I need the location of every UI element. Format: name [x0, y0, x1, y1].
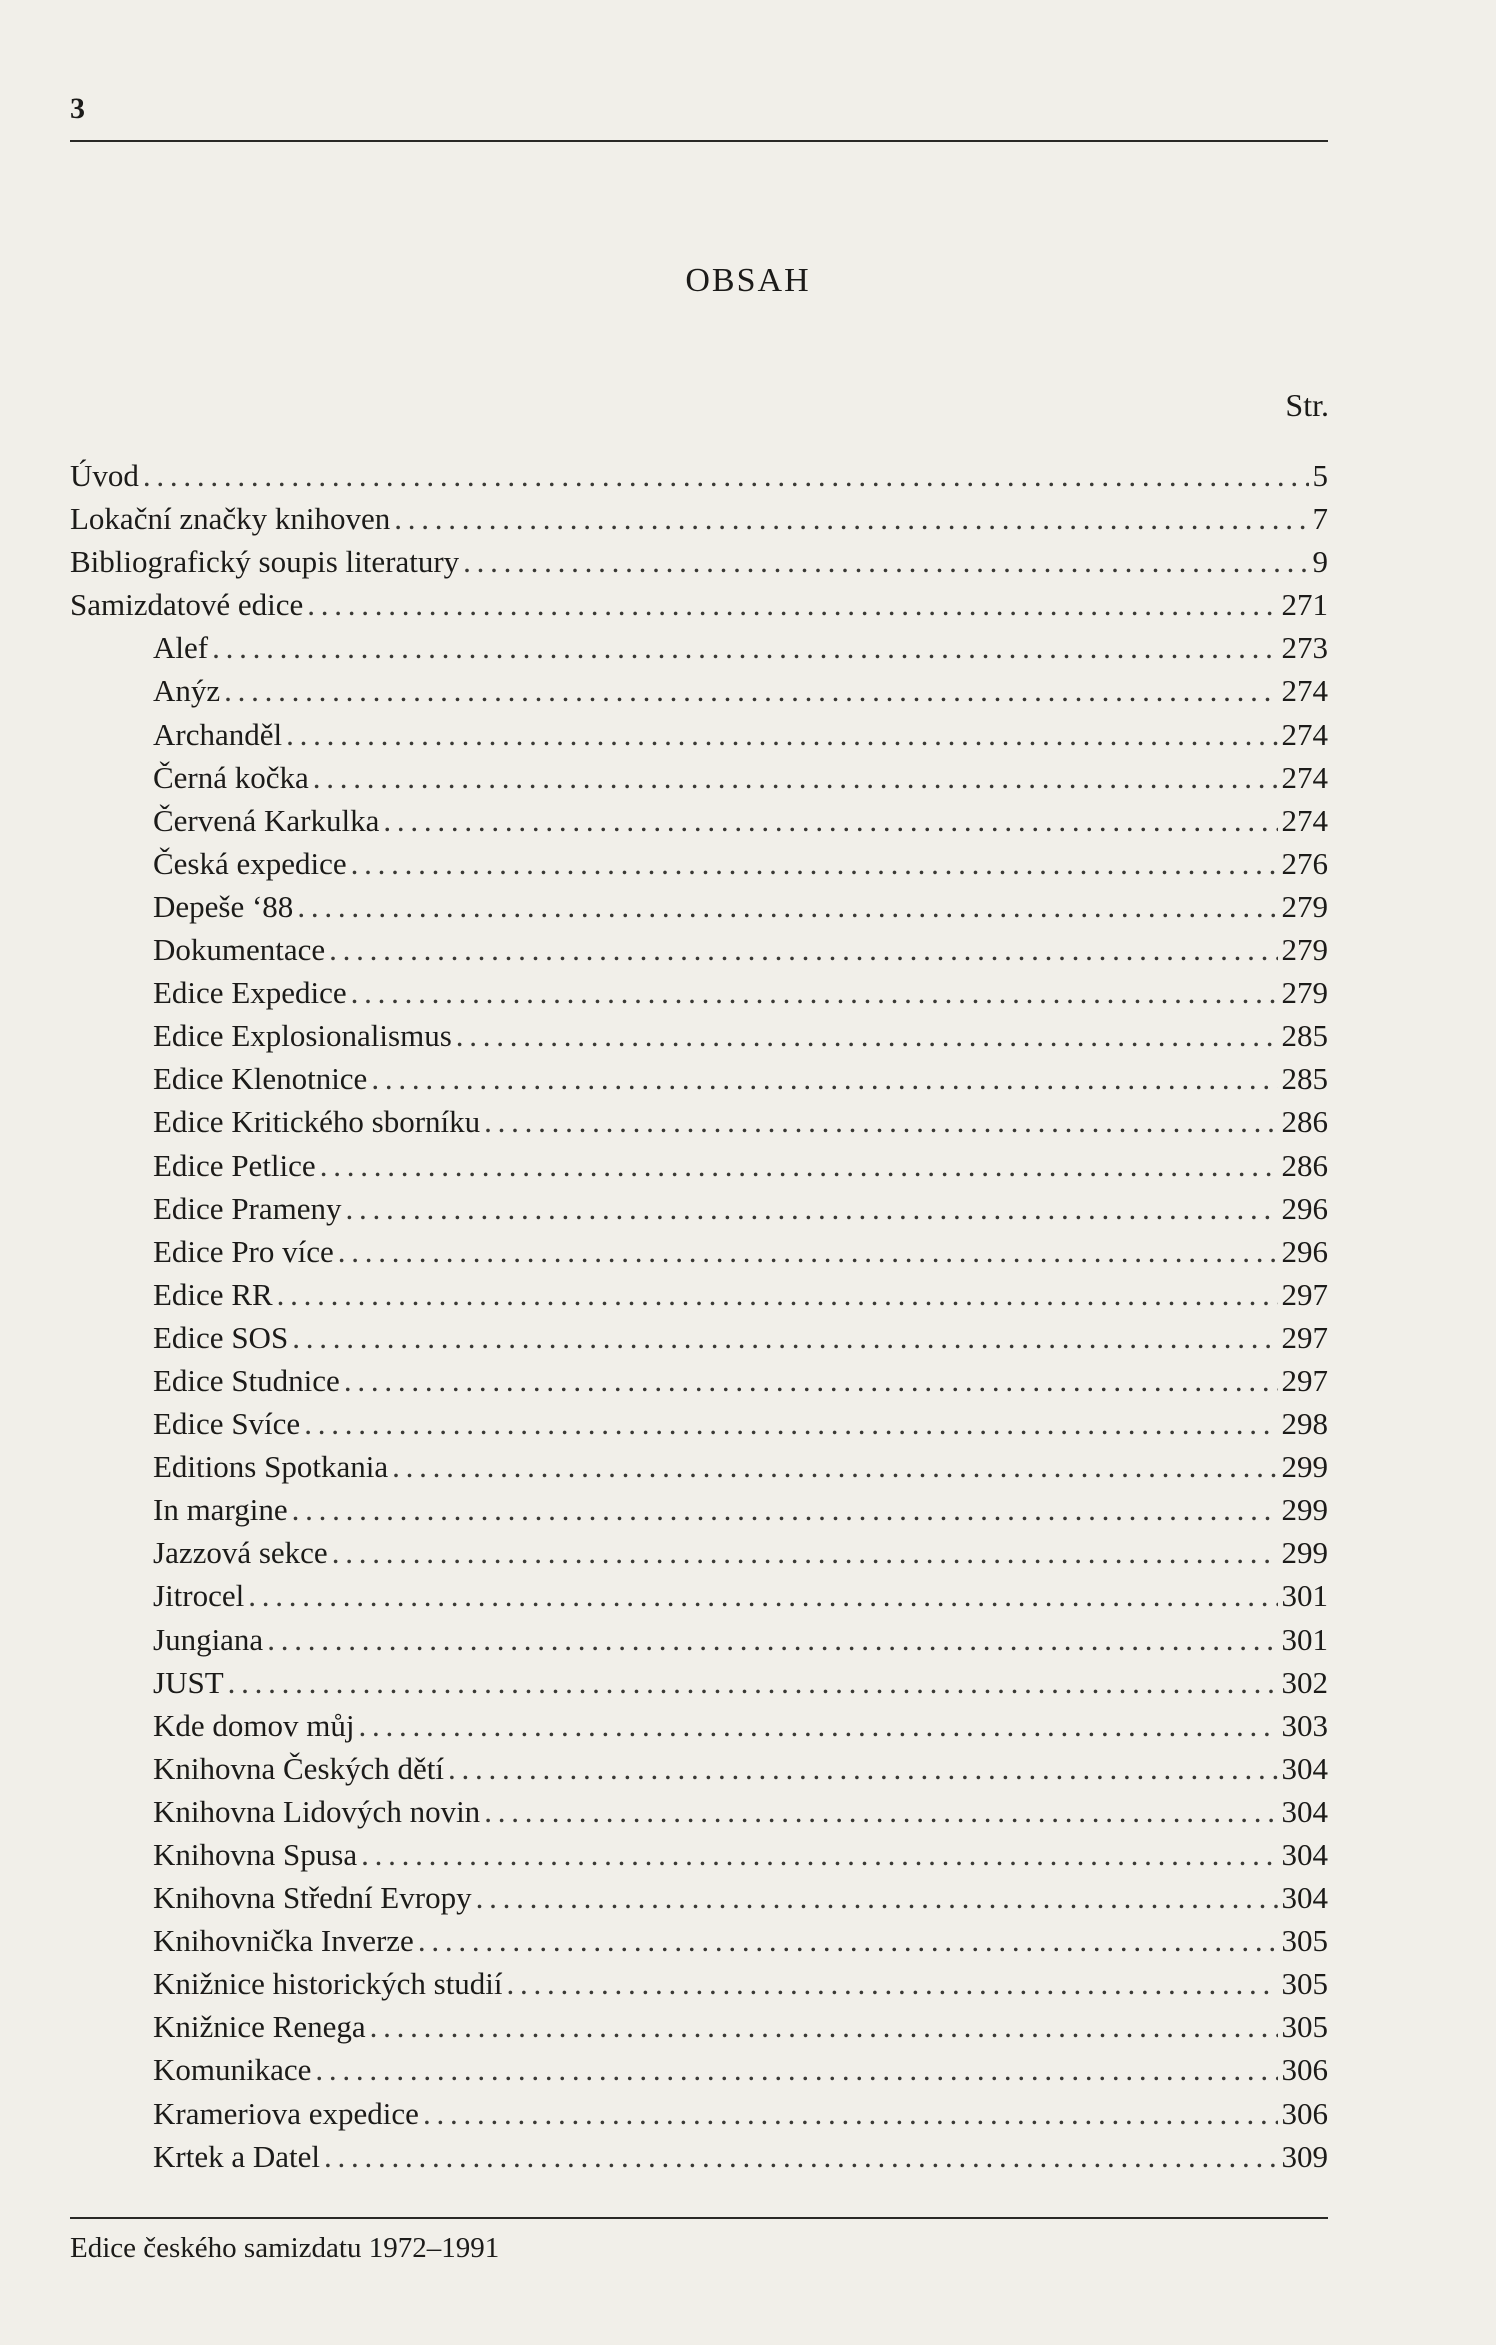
toc-entry-page: 279: [1281, 888, 1328, 924]
toc-dot-leader: [418, 1919, 1278, 1962]
toc-entry-title: Červená Karkulka: [153, 802, 380, 838]
toc-entry-title: Samizdatové edice: [70, 587, 304, 623]
toc-dot-leader: [344, 1359, 1278, 1402]
toc-entry-page: 274: [1281, 673, 1328, 709]
toc-entry: [70, 1402, 1328, 1445]
toc-entry-title: Edice Expedice: [153, 975, 347, 1011]
toc-dot-leader: [313, 756, 1278, 799]
toc-entry-page: 299: [1281, 1492, 1328, 1528]
toc-entry-page: 271: [1281, 587, 1328, 623]
toc-entry: [70, 1100, 1328, 1143]
toc-dot-leader: [476, 1876, 1278, 1919]
toc-entry-title: Jazzová sekce: [153, 1535, 328, 1571]
toc-entry-page: 5: [1312, 458, 1328, 493]
toc-dot-leader: [361, 1833, 1277, 1876]
toc-entry: [70, 1445, 1328, 1488]
toc-entry-title: Komunikace: [153, 2052, 312, 2088]
toc-entry-title: Krameriova expedice: [153, 2095, 419, 2131]
toc-entry: [70, 1273, 1328, 1316]
toc-entry-title: Edice Pro více: [153, 1233, 334, 1269]
toc-dot-leader: [329, 928, 1277, 971]
toc-entry-page: 299: [1281, 1535, 1328, 1571]
toc-entry-page: 279: [1281, 932, 1328, 968]
toc-entry: [70, 2092, 1328, 2135]
toc-entry: [70, 1488, 1328, 1531]
toc-dot-leader: [286, 713, 1277, 756]
toc-entry-title: Edice Svíce: [153, 1406, 301, 1442]
toc-entry: [70, 1187, 1328, 1230]
table-of-contents: [70, 454, 1328, 2178]
toc-dot-leader: [370, 2005, 1278, 2048]
toc-dot-leader: [456, 1014, 1278, 1057]
toc-dot-leader: [351, 842, 1278, 885]
toc-dot-leader: [463, 540, 1308, 583]
toc-entry-page: 274: [1281, 759, 1328, 795]
toc-entry-page: 276: [1281, 845, 1328, 881]
toc-entry-title: Edice Klenotnice: [153, 1061, 368, 1097]
toc-entry: [70, 1747, 1328, 1790]
toc-entry-title: Edice Explosionalismus: [153, 1018, 452, 1054]
toc-entry-title: Kde domov můj: [153, 1707, 355, 1743]
toc-entry-title: Krtek a Datel: [153, 2138, 320, 2174]
toc-entry-page: 305: [1281, 1966, 1328, 2002]
toc-entry-page: 7: [1312, 501, 1328, 537]
header-rule: [70, 140, 1328, 142]
toc-entry-title: Knihovnička Inverze: [153, 1923, 414, 1959]
toc-entry-title: Knižnice Renega: [153, 2009, 366, 2045]
toc-entry: [70, 2048, 1328, 2091]
toc-entry-title: Dokumentace: [153, 932, 326, 968]
toc-entry: [70, 928, 1328, 971]
toc-entry-page: 297: [1281, 1362, 1328, 1398]
toc-entry-title: Černá kočka: [153, 759, 309, 795]
toc-entry-page: 298: [1281, 1406, 1328, 1442]
toc-entry-page: 304: [1281, 1750, 1328, 1786]
toc-entry-page: 286: [1281, 1104, 1328, 1140]
toc-entry-title: Lokační značky knihoven: [70, 501, 391, 537]
page-column-label: Str.: [1285, 387, 1329, 423]
toc-entry: [70, 454, 1328, 497]
toc-entry-page: 309: [1281, 2138, 1328, 2174]
toc-entry-title: In margine: [153, 1492, 288, 1528]
footer-title: Edice českého samizdatu 1972–1991: [70, 2232, 500, 2264]
toc-entry-page: 304: [1281, 1793, 1328, 1829]
toc-entry: [70, 1876, 1328, 1919]
toc-entry: [70, 1962, 1328, 2005]
toc-entry: [70, 1833, 1328, 1876]
toc-entry: [70, 1230, 1328, 1273]
toc-dot-leader: [394, 497, 1308, 540]
page-title: OBSAH: [685, 262, 811, 299]
toc-entry: [70, 713, 1328, 756]
toc-entry: [70, 756, 1328, 799]
toc-dot-leader: [307, 583, 1277, 626]
toc-entry-title: Alef: [153, 630, 209, 666]
toc-entry-title: Knihovna Lidových novin: [153, 1793, 481, 1829]
toc-entry-page: 305: [1281, 2009, 1328, 2045]
toc-dot-leader: [292, 1316, 1277, 1359]
toc-entry: [70, 885, 1328, 928]
toc-entry-title: Knihovna Českých dětí: [153, 1750, 445, 1786]
toc-entry: [70, 1057, 1328, 1100]
toc-dot-leader: [267, 1618, 1277, 1661]
toc-dot-leader: [484, 1790, 1277, 1833]
toc-entry-title: Edice Prameny: [153, 1190, 342, 1226]
toc-entry-title: JUST: [153, 1664, 224, 1700]
toc-entry: [70, 669, 1328, 712]
toc-entry-title: Jungiana: [153, 1621, 264, 1657]
toc-entry: [70, 540, 1328, 583]
toc-entry-page: 303: [1281, 1707, 1328, 1743]
toc-entry: [70, 1144, 1328, 1187]
toc-dot-leader: [371, 1057, 1277, 1100]
toc-dot-leader: [392, 1445, 1277, 1488]
toc-dot-leader: [423, 2092, 1278, 2135]
toc-entry-title: Knižnice historických studií: [153, 1966, 503, 2002]
page-number: 3: [70, 92, 85, 125]
toc-entry: [70, 799, 1328, 842]
toc-entry-title: Bibliografický soupis literatury: [70, 544, 460, 580]
toc-entry-title: Knihovna Střední Evropy: [153, 1880, 472, 1916]
toc-entry-page: 306: [1281, 2095, 1328, 2131]
toc-entry-page: 274: [1281, 802, 1328, 838]
toc-entry-page: 296: [1281, 1190, 1328, 1226]
toc-dot-leader: [315, 2048, 1277, 2091]
toc-entry: [70, 1316, 1328, 1359]
toc-dot-leader: [304, 1402, 1277, 1445]
toc-entry: [70, 1014, 1328, 1057]
toc-dot-leader: [320, 1144, 1278, 1187]
toc-dot-leader: [224, 669, 1277, 712]
toc-entry-title: Editions Spotkania: [153, 1449, 389, 1485]
toc-entry-page: 279: [1281, 975, 1328, 1011]
toc-entry: [70, 1359, 1328, 1402]
toc-dot-leader: [143, 454, 1309, 497]
toc-dot-leader: [346, 1187, 1278, 1230]
toc-dot-leader: [212, 626, 1277, 669]
toc-entry-page: 274: [1281, 716, 1328, 752]
toc-entry-page: 285: [1281, 1018, 1328, 1054]
toc-entry-page: 299: [1281, 1449, 1328, 1485]
toc-entry-title: Edice Kritického sborníku: [153, 1104, 481, 1140]
toc-dot-leader: [297, 885, 1277, 928]
toc-entry-title: Úvod: [70, 458, 139, 493]
toc-dot-leader: [359, 1704, 1278, 1747]
toc-entry-page: 302: [1281, 1664, 1328, 1700]
toc-dot-leader: [484, 1100, 1277, 1143]
toc-entry-page: 304: [1281, 1880, 1328, 1916]
toc-entry: [70, 2005, 1328, 2048]
toc-entry-title: Anýz: [153, 673, 221, 709]
toc-dot-leader: [448, 1747, 1277, 1790]
toc-entry-title: Archanděl: [153, 716, 283, 752]
toc-entry-page: 285: [1281, 1061, 1328, 1097]
toc-entry-page: 301: [1281, 1621, 1328, 1657]
toc-entry: [70, 1574, 1328, 1617]
toc-entry: [70, 2135, 1328, 2178]
toc-entry: [70, 971, 1328, 1014]
toc-entry-page: 301: [1281, 1578, 1328, 1614]
toc-entry-title: Edice Studnice: [153, 1362, 340, 1398]
toc-entry-page: 305: [1281, 1923, 1328, 1959]
toc-entry-title: Česká expedice: [153, 845, 347, 881]
toc-entry: [70, 1704, 1328, 1747]
toc-dot-leader: [507, 1962, 1278, 2005]
toc-entry: [70, 1790, 1328, 1833]
toc-entry: [70, 1661, 1328, 1704]
toc-entry: [70, 626, 1328, 669]
toc-entry-title: Edice SOS: [153, 1319, 289, 1355]
toc-entry-title: Edice RR: [153, 1276, 273, 1312]
toc-entry-page: 297: [1281, 1319, 1328, 1355]
toc-entry: [70, 497, 1328, 540]
toc-entry-title: Jitrocel: [153, 1578, 245, 1614]
toc-dot-leader: [248, 1574, 1277, 1617]
toc-entry-page: 297: [1281, 1276, 1328, 1312]
toc-entry-page: 273: [1281, 630, 1328, 666]
toc-entry-page: 286: [1281, 1147, 1328, 1183]
toc-dot-leader: [277, 1273, 1278, 1316]
toc-entry: [70, 842, 1328, 885]
toc-entry-page: 306: [1281, 2052, 1328, 2088]
toc-entry-page: 296: [1281, 1233, 1328, 1269]
toc-entry: [70, 1919, 1328, 1962]
toc-entry-title: Edice Petlice: [153, 1147, 316, 1183]
toc-entry: [70, 583, 1328, 626]
toc-dot-leader: [324, 2135, 1278, 2178]
toc-dot-leader: [292, 1488, 1278, 1531]
toc-dot-leader: [228, 1661, 1278, 1704]
toc-dot-leader: [332, 1531, 1278, 1574]
toc-dot-leader: [351, 971, 1278, 1014]
toc-dot-leader: [383, 799, 1277, 842]
toc-entry-title: Knihovna Spusa: [153, 1837, 358, 1872]
toc-entry-page: 304: [1281, 1837, 1328, 1872]
toc-entry-title: Depeše ‘88: [153, 888, 294, 924]
toc-entry: [70, 1531, 1328, 1574]
toc-entry-page: 9: [1312, 544, 1328, 580]
toc-entry: [70, 1618, 1328, 1661]
footer-rule: [70, 2217, 1328, 2219]
toc-dot-leader: [338, 1230, 1278, 1273]
